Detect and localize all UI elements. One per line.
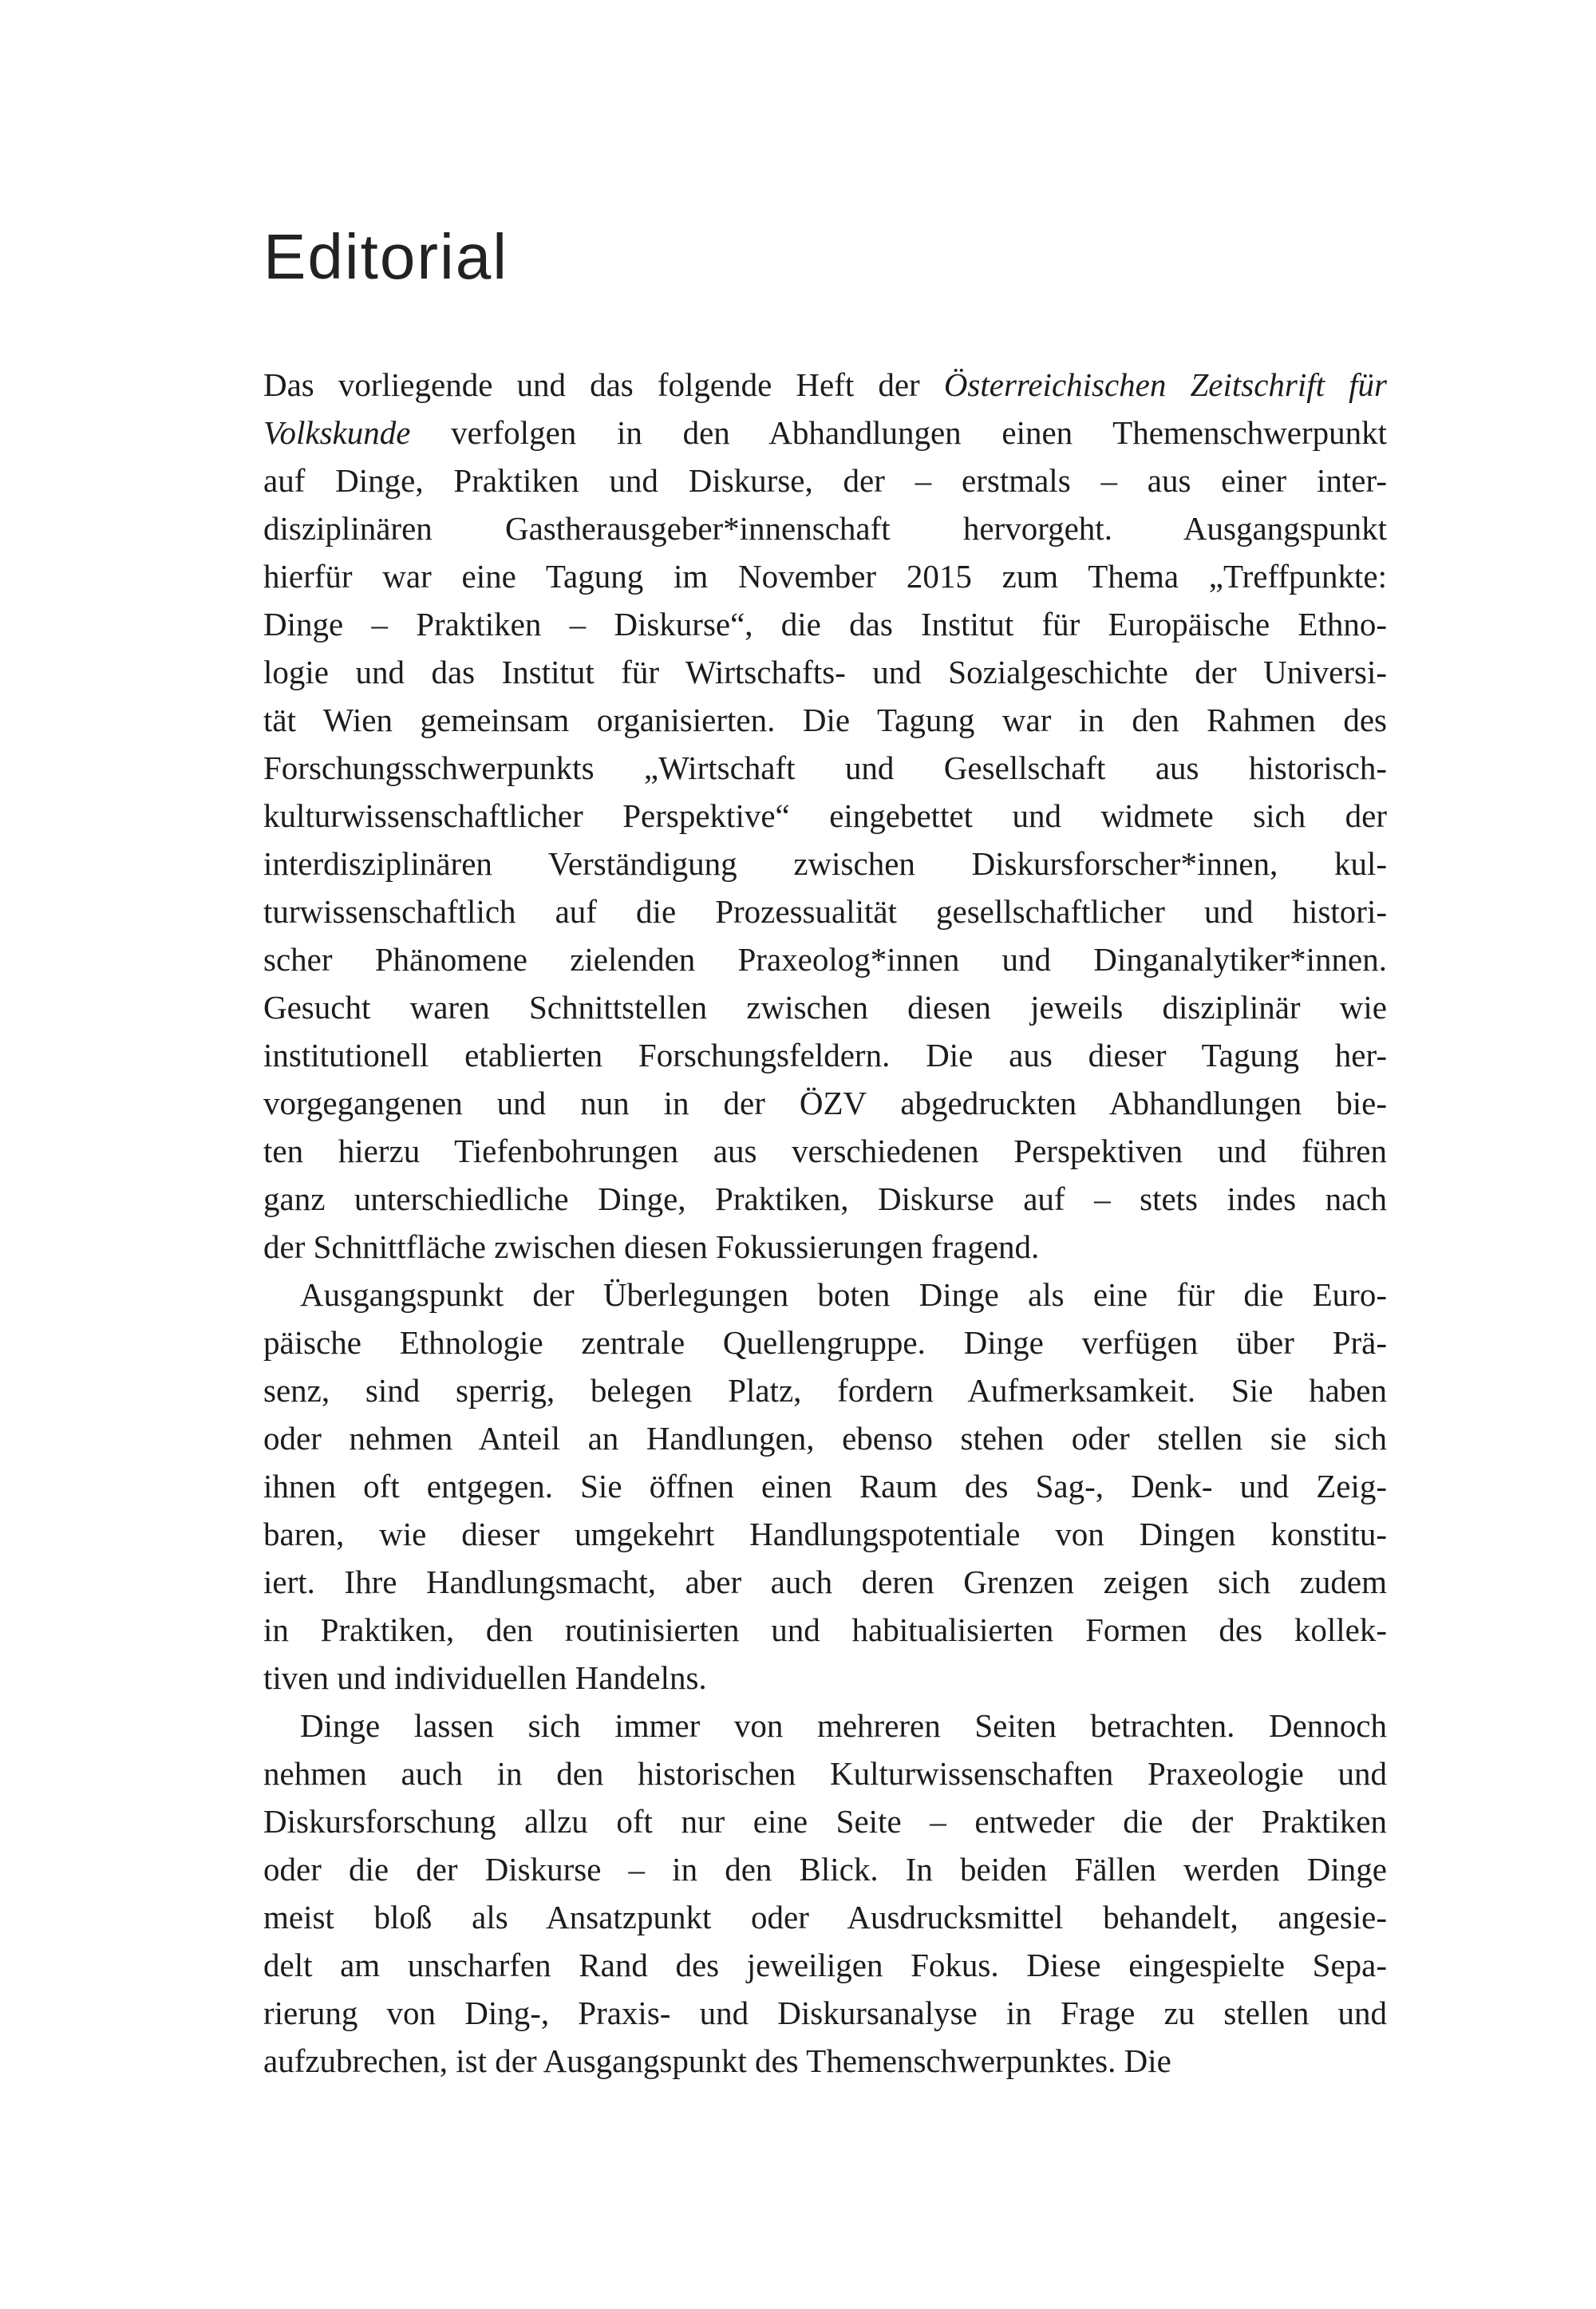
text-line [263, 1654, 1387, 1702]
text-segment: institutionell etablierten Forschungsfeldern. Die aus dieser Tagung her- [263, 1037, 1387, 1073]
text-line [263, 1319, 1387, 1366]
text-line [263, 1989, 1387, 2037]
text-line [263, 361, 1387, 409]
text-line [263, 744, 1387, 792]
text-segment: in Praktiken, den routinisierten und habitualisierten Formen des kollek- [263, 1611, 1387, 1648]
text-segment: Gesucht waren Schnittstellen zwischen diesen jeweils disziplinär wie [263, 989, 1387, 1026]
text-line [263, 1750, 1387, 1797]
text-line [263, 1223, 1387, 1271]
text-line [263, 1702, 1387, 1750]
text-segment: oder nehmen Anteil an Handlungen, ebenso stehen oder stellen sie sich [263, 1420, 1387, 1457]
italic-text-segment: Österreichischen Zeitschrift für [943, 366, 1388, 403]
text-segment: Ausgangspunkt der Überlegungen boten Dinge als eine für die Euro- [300, 1276, 1387, 1313]
text-line [263, 1271, 1387, 1319]
text-segment: der Schnittfläche zwischen diesen Fokussierungen fragend. [263, 1228, 1040, 1265]
text-segment: turwissenschaftlich auf die Prozessualität gesellschaftlicher und histori- [263, 893, 1387, 930]
text-line [263, 409, 1387, 457]
text-line [263, 1606, 1387, 1654]
text-line [263, 457, 1387, 504]
text-line [263, 792, 1387, 840]
text-segment: iert. Ihre Handlungsmacht, aber auch deren Grenzen zeigen sich zudem [263, 1564, 1387, 1600]
page-title: Editorial [263, 220, 509, 292]
text-line [263, 1127, 1387, 1175]
text-segment: tiven und individuellen Handelns. [263, 1659, 707, 1696]
text-line [263, 1510, 1387, 1558]
text-line [263, 983, 1387, 1031]
text-segment: Diskursforschung allzu oft nur eine Seite – entweder die der Praktiken [263, 1803, 1387, 1840]
text-segment: ihnen oft entgegen. Sie öffnen einen Raum des Sag-, Denk- und Zeig- [263, 1468, 1387, 1504]
text-line [263, 648, 1387, 696]
text-line [263, 696, 1387, 744]
text-line [263, 840, 1387, 888]
text-line [263, 1941, 1387, 1989]
text-line [263, 1366, 1387, 1414]
paragraph [263, 1271, 1387, 1702]
text-line [263, 1797, 1387, 1845]
paragraph [263, 361, 1387, 1271]
text-line [263, 1462, 1387, 1510]
text-segment: Das vorliegende und das folgende Heft der [263, 366, 944, 403]
text-line [263, 888, 1387, 935]
text-segment: nehmen auch in den historischen Kulturwissenschaften Praxeologie und [263, 1755, 1387, 1792]
text-segment: delt am unscharfen Rand des jeweiligen Fokus. Diese eingespielte Sepa- [263, 1947, 1387, 1983]
text-segment: scher Phänomene zielenden Praxeolog*innen und Dinganalytiker*innen. [263, 941, 1387, 978]
text-segment: verfolgen in den Abhandlungen einen Themenschwerpunkt [410, 414, 1387, 451]
text-segment: tät Wien gemeinsam organisierten. Die Tagung war in den Rahmen des [263, 702, 1387, 738]
text-segment: kulturwissenschaftlicher Perspektive“ eingebettet und widmete sich der [263, 797, 1387, 834]
paragraph [263, 1702, 1387, 2085]
text-line [263, 1558, 1387, 1606]
text-segment: päische Ethnologie zentrale Quellengruppe. Dinge verfügen über Prä- [263, 1324, 1387, 1361]
text-segment: ten hierzu Tiefenbohrungen aus verschiedenen Perspektiven und führen [263, 1133, 1387, 1169]
text-line [263, 1031, 1387, 1079]
text-segment: baren, wie dieser umgekehrt Handlungspotentiale von Dingen konstitu- [263, 1516, 1387, 1552]
text-line [263, 1845, 1387, 1893]
text-line [263, 1893, 1387, 1941]
text-segment: auf Dinge, Praktiken und Diskurse, der – erstmals – aus einer inter- [263, 462, 1387, 499]
text-line [263, 935, 1387, 983]
text-line [263, 1175, 1387, 1223]
text-segment: oder die der Diskurse – in den Blick. In beiden Fällen werden Dinge [263, 1851, 1387, 1888]
text-line [263, 1079, 1387, 1127]
text-segment: rierung von Ding-, Praxis- und Diskursanalyse in Frage zu stellen und [263, 1995, 1387, 2031]
text-segment: Dinge lassen sich immer von mehreren Seiten betrachten. Dennoch [300, 1707, 1387, 1744]
text-segment: logie und das Institut für Wirtschafts- und Sozialgeschichte der Universi- [263, 654, 1387, 690]
text-segment: aufzubrechen, ist der Ausgangspunkt des Themenschwerpunktes. Die [263, 2042, 1171, 2079]
text-segment: Forschungsschwerpunkts „Wirtschaft und Gesellschaft aus historisch- [263, 749, 1387, 786]
text-segment: vorgegangenen und nun in der ÖZV abgedruckten Abhandlungen bie- [263, 1085, 1387, 1121]
italic-text-segment: Volkskunde [263, 414, 411, 451]
text-line [263, 552, 1387, 600]
text-line [263, 600, 1387, 648]
text-segment: senz, sind sperrig, belegen Platz, fordern Aufmerksamkeit. Sie haben [263, 1372, 1387, 1409]
text-segment: hierfür war eine Tagung im November 2015 zum Thema „Treffpunkte: [263, 558, 1387, 595]
text-segment: meist bloß als Ansatzpunkt oder Ausdrucksmittel behandelt, angesie- [263, 1899, 1387, 1935]
text-segment: interdisziplinären Verständigung zwischen Diskursforscher*innen, kul- [263, 845, 1387, 882]
text-segment: Dinge – Praktiken – Diskurse“, die das Institut für Europäische Ethno- [263, 606, 1387, 642]
text-line [263, 504, 1387, 552]
text-line [263, 1414, 1387, 1462]
text-block [263, 361, 1387, 2085]
text-segment: disziplinären Gastherausgeber*innenschaft hervorgeht. Ausgangspunkt [263, 510, 1387, 547]
text-segment: ganz unterschiedliche Dinge, Praktiken, Diskurse auf – stets indes nach [263, 1180, 1387, 1217]
text-line [263, 2037, 1387, 2085]
